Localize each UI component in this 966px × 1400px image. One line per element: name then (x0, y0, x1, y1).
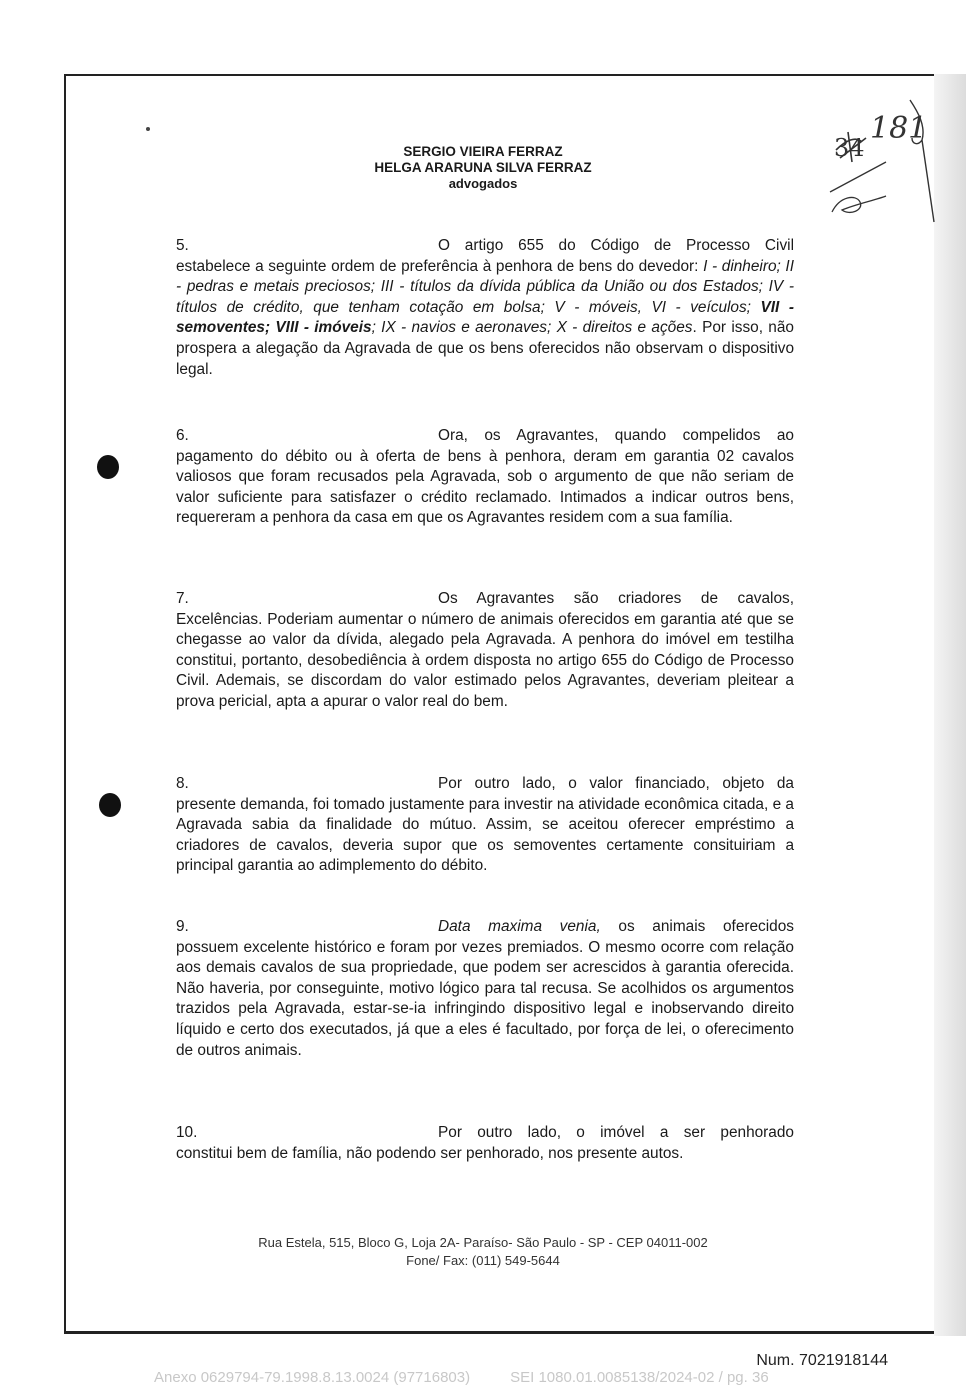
paragraph-text (176, 447, 794, 529)
paragraph-number: 9. (176, 918, 189, 935)
paragraph-first-line (176, 426, 794, 447)
paragraph-first-line (176, 774, 794, 795)
first-line-text: O artigo 655 do Código de Processo Civil (438, 237, 794, 254)
text-run: presente demanda, foi tomado justamente para investir na atividade econômica citada, e a Agravada sabia da finalidade do mútuo. Assim, se aceitou oferecer empréstimo a criadores de cavalos, deveria supor que os semoventes certamente consituiriam a principal garantia ao adimplemento do débito. (176, 795, 794, 875)
footer-phone: Fone/ Fax: (011) 549-5644 (406, 1253, 560, 1268)
text-run: I - dinheiro; II - pedras e metais preciosos; III - títulos da dívida pública da União ou dos Estados; IV - títulos de crédito, que tenham cotação em bolsa; V - móveis, VI - veículos; (176, 257, 794, 316)
text-run: ; IX - navios e aeronaves; X - direitos e ações (371, 319, 693, 337)
first-line-text: Ora, os Agravantes, quando compelidos ao (438, 427, 794, 444)
paragraph-text (176, 1144, 794, 1165)
scan-speck (146, 127, 150, 131)
stamp-old-number: 34 (834, 134, 865, 162)
letterhead-name-1: SERGIO VIEIRA FERRAZ (403, 144, 563, 159)
paragraph-number: 5. (176, 237, 189, 254)
paragraph-text (176, 938, 794, 1062)
document-number: Num. 7021918144 (756, 1352, 888, 1369)
paragraph-5 (176, 236, 794, 380)
paragraph-6 (176, 426, 794, 529)
italic-phrase: Data maxima venia, (438, 918, 601, 935)
text-run: . Por isso, não prospera a alegação da Agravada de que os bens oferecidos não observam o dispositivo legal. (176, 319, 794, 378)
paragraph-9 (176, 917, 794, 1061)
paragraph-text (176, 257, 794, 381)
annex-reference: Anexo 0629794-79.1998.8.13.0024 (97716803) (154, 1369, 471, 1386)
paragraph-text (176, 610, 794, 713)
first-line-text: Por outro lado, o imóvel a ser penhorado (438, 1124, 794, 1141)
letterhead-title: advogados (448, 176, 518, 191)
paragraph-7 (176, 589, 794, 713)
document-metadata (154, 1369, 769, 1386)
paragraph-8 (176, 774, 794, 877)
footer-address: Rua Estela, 515, Bloco G, Loja 2A- Paraíso- São Paulo - SP - CEP 04011-002 (258, 1235, 708, 1250)
first-line-text: Os Agravantes são criadores de cavalos, (438, 590, 794, 607)
text-run: constitui bem de família, não podendo ser penhorado, nos presente autos. (176, 1144, 684, 1162)
punch-hole (97, 455, 119, 479)
first-line-text: os animais oferecidos (600, 918, 794, 935)
paragraph-number: 8. (176, 775, 189, 792)
letterhead (0, 144, 966, 192)
text-run: possuem excelente histórico e foram por vezes premiados. O mesmo ocorre com relação aos demais cavalos de sua propriedade, que podem ser acrescidos à garantia oferecida. Não haveria, por conseguinte, motivo lógico para tal recusa. Se acolhidos os argumentos trazidos pela Agravada, estar-se-ia infringindo dispositivo legal e inobservando direito líquido e certo dos executados, já que a eles é facultado, por força de lei, o oferecimento de outros animais. (176, 938, 794, 1059)
paragraph-first-line (176, 589, 794, 610)
paragraph-10 (176, 1123, 794, 1164)
paragraph-number: 6. (176, 427, 189, 444)
paragraph-number: 7. (176, 590, 189, 607)
letterhead-footer (0, 1234, 966, 1270)
paragraph-text (176, 795, 794, 877)
text-run: estabelece a seguinte ordem de preferência à penhora de bens do devedor: (176, 257, 704, 275)
punch-hole (99, 793, 121, 817)
text-run: VII - semoventes; VIII - imóveis (176, 298, 795, 337)
text-run: pagamento do débito ou à oferta de bens à penhora, deram em garantia 02 cavalos valiosos que foram recusados pela Agravada, sob o argumento de que não seriam de valor suficiente para satisfazer o crédito reclamado. Intimados a indicar outros bens, requereram a penhora da casa em que os Agravantes residem com a sua família. (176, 447, 794, 527)
sei-reference: SEI 1080.01.0085138/2024-02 / pg. 36 (510, 1369, 769, 1386)
paragraph-number: 10. (176, 1124, 198, 1141)
paragraph-first-line (176, 236, 794, 257)
paragraph-first-line (176, 1123, 794, 1144)
scan-shadow (934, 74, 966, 1336)
paragraph-first-line (176, 917, 794, 938)
letterhead-name-2: HELGA ARARUNA SILVA FERRAZ (374, 160, 592, 175)
stamp-page-number: 181 (870, 111, 928, 146)
text-run: Excelências. Poderiam aumentar o número de animais oferecidos em garantia até que se chegasse ao valor da dívida, alegado pela Agravada. A penhora do imóvel em testilha constitui, portanto, desobediência à ordem disposta no artigo 655 do Código de Processo Civil. Ademais, se discordam do valor estimado pelos Agravantes, deveriam pleitear a prova pericial, apta a apurar o valor real do bem. (176, 610, 794, 710)
first-line-text: Por outro lado, o valor financiado, objeto da (438, 775, 794, 792)
